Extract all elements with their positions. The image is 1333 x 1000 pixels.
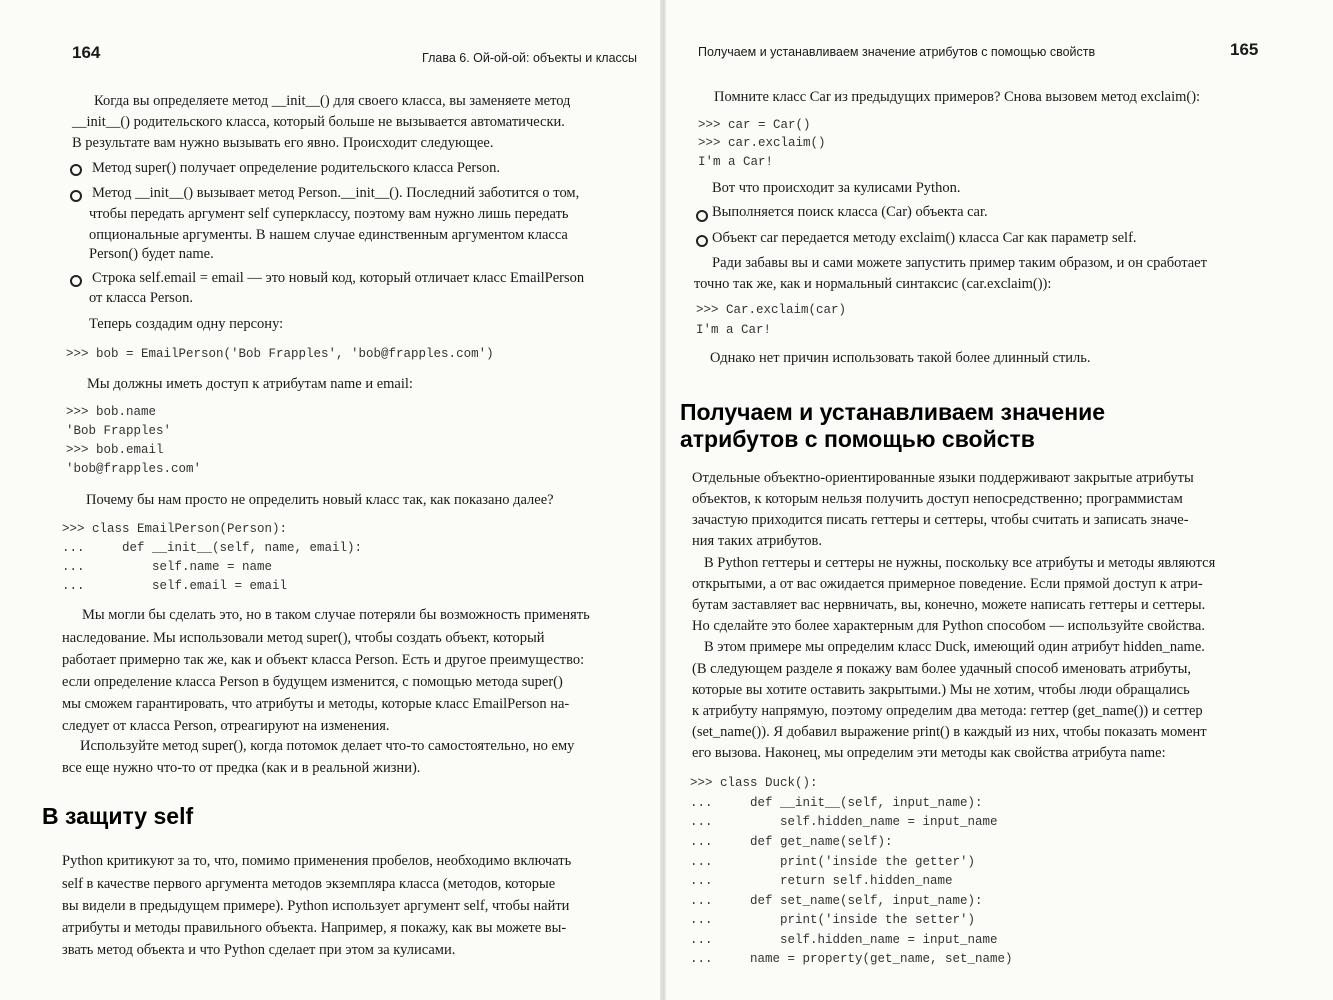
section-heading: атрибутов с помощью свойств xyxy=(680,426,1035,452)
section-heading: В защиту self xyxy=(42,803,194,829)
text-line: от класса Person. xyxy=(89,290,193,306)
running-head-right: Получаем и устанавливаем значение атрибутов с помощью свойств xyxy=(698,45,1096,59)
bullet-icon xyxy=(696,210,708,222)
running-head-left: Глава 6. Ой-ой-ой: объекты и классы xyxy=(422,51,638,65)
code-line: 'bob@frapples.com' xyxy=(66,462,202,476)
code-line: ... self.hidden_name = input_name xyxy=(690,815,998,829)
text-line: мы сможем гарантировать, что атрибуты и методы, которые класс EmailPerson на- xyxy=(62,696,570,712)
text-line: если определение класса Person в будущем изменится, с помощью метода super() xyxy=(62,674,563,690)
list-item: Строка self.email = email — это новый код, который отличает класс EmailPerson xyxy=(92,270,585,286)
text-line: Мы могли бы сделать это, но в таком случае потеряли бы возможность применять xyxy=(82,607,590,623)
text-line: звать метод объекта и что Python сделает при этом за кулисами. xyxy=(62,942,456,958)
code-line: ... def __init__(self, name, email): xyxy=(62,541,363,555)
code-line: >>> class Duck(): xyxy=(690,776,818,790)
text-line: которые вы хотите оставить закрытыми.) Мы не хотим, чтобы люди обращались xyxy=(692,682,1190,698)
text-line: (set_name()). Я добавил выражение print() в каждый из них, чтобы показать момент xyxy=(692,724,1207,740)
text-line: Python критикуют за то, что, помимо применения пробелов, необходимо включать xyxy=(62,853,572,869)
text-line: объектов, к которым нельзя получить доступ непосредственно; программистам xyxy=(692,491,1183,507)
text-line: Вот что происходит за кулисами Python. xyxy=(712,180,961,196)
list-item: Метод __init__() вызывает метод Person.__init__(). Последний заботится о том, xyxy=(92,185,580,201)
text-line: Однако нет причин использовать такой более длинный стиль. xyxy=(710,350,1091,366)
text-line: Мы должны иметь доступ к атрибутам name и email: xyxy=(87,376,413,392)
code-line: >>> Car.exclaim(car) xyxy=(696,303,847,317)
text-line: вы видели в предыдущем примере). Python использует аргумент self, чтобы найти xyxy=(62,898,570,914)
text-line: __init__() родительского класса, который больше не вызывается автоматически. xyxy=(72,114,565,130)
text-line: чтобы передать аргумент self суперклассу, поэтому вам нужно лишь передать xyxy=(89,206,569,222)
list-item: Метод super() получает определение родительского класса Person. xyxy=(92,160,501,176)
text-line: к атрибуту напрямую, поэтому определим два метода: геттер (get_name()) и сеттер xyxy=(692,703,1203,719)
text-line: зачастую приходится писать геттеры и сеттеры, чтобы считать и записать значе- xyxy=(692,512,1189,528)
text-line: Используйте метод super(), когда потомок делает что-то самостоятельно, но ему xyxy=(80,738,575,754)
text-line: Почему бы нам просто не определить новый класс так, как показано далее? xyxy=(86,492,554,508)
text-line: Теперь создадим одну персону: xyxy=(89,316,284,332)
text-line: Помните класс Car из предыдущих примеров? Снова вызовем метод exclaim(): xyxy=(714,89,1201,105)
page-number-left: 164 xyxy=(72,43,101,62)
code-line: ... def get_name(self): xyxy=(690,835,893,849)
text-line: бутам заставляет вас нервничать, вы, конечно, можете написать геттеры и сеттеры. xyxy=(692,597,1206,613)
list-item: Выполняется поиск класса (Car) объекта car. xyxy=(712,204,988,220)
page-number-right: 165 xyxy=(1230,40,1259,59)
text-line: работает примерно так же, как и объект класса Person. Есть и другое преимущество: xyxy=(62,652,585,668)
code-line: >>> bob.email xyxy=(66,443,164,457)
code-line: ... name = property(get_name, set_name) xyxy=(690,952,1013,966)
text-line: В этом примере мы определим класс Duck, имеющий один атрибут hidden_name. xyxy=(704,639,1205,655)
code-line: >>> class EmailPerson(Person): xyxy=(62,522,288,536)
left-page xyxy=(0,0,662,1000)
code-line: >>> car.exclaim() xyxy=(698,136,826,150)
text-line: все еще нужно что-то от предка (как и в реальной жизни). xyxy=(62,760,421,776)
text-line: В результате вам нужно вызывать его явно. Происходит следующее. xyxy=(72,135,494,151)
code-line: ... print('inside the getter') xyxy=(690,855,976,869)
text-line: опциональные аргументы. В нашем случае единственным аргументом класса xyxy=(89,227,568,243)
text-line: (В следующем разделе я покажу вам более удачный способ именовать атрибуты, xyxy=(692,661,1191,677)
text-line: его вызова. Наконец, мы определим эти методы как свойства атрибута name: xyxy=(692,745,1166,761)
bullet-icon xyxy=(70,275,82,287)
code-line: >>> bob.name xyxy=(66,405,157,419)
text-line: Но сделайте это более характерным для Python способом — используйте свойства. xyxy=(692,618,1205,634)
code-line: ... self.hidden_name = input_name xyxy=(690,933,998,947)
code-line: ... self.name = name xyxy=(62,560,273,574)
code-line: >>> car = Car() xyxy=(698,118,811,132)
bullet-icon xyxy=(70,190,82,202)
code-line: I'm a Car! xyxy=(698,155,774,169)
text-line: атрибуты и методы правильного объекта. Например, я покажу, как вы можете вы- xyxy=(62,920,567,936)
code-line: >>> bob = EmailPerson('Bob Frapples', 'bob@frapples.com') xyxy=(66,347,494,361)
text-line: Person() будет name. xyxy=(89,246,214,262)
text-line: self в качестве первого аргумента методов экземпляра класса (методов, которые xyxy=(62,876,556,892)
code-line: ... self.email = email xyxy=(62,579,288,593)
text-line: открытыми, а от вас ожидается примерное поведение. Если прямой доступ к атри- xyxy=(692,576,1203,592)
text-line: Ради забавы вы и сами можете запустить пример таким образом, и он сработает xyxy=(712,255,1207,271)
right-page xyxy=(662,0,1333,1000)
text-line: ния таких атрибутов. xyxy=(692,533,822,549)
text-line: Когда вы определяете метод __init__() для своего класса, вы заменяете метод xyxy=(94,93,571,109)
section-heading: Получаем и устанавливаем значение xyxy=(680,399,1106,425)
code-line: I'm a Car! xyxy=(696,323,772,337)
text-line: следует от класса Person, отреагируют на изменения. xyxy=(62,718,390,734)
bullet-icon xyxy=(696,235,708,247)
list-item: Объект car передается методу exclaim() класса Car как параметр self. xyxy=(712,230,1137,246)
text-line: В Python геттеры и сеттеры не нужны, поскольку все атрибуты и методы являются xyxy=(704,555,1216,571)
code-line: ... print('inside the setter') xyxy=(690,913,976,927)
code-line: ... def __init__(self, input_name): xyxy=(690,796,983,810)
text-line: Отдельные объектно-ориентированные языки поддерживают закрытые атрибуты xyxy=(692,470,1194,486)
code-line: 'Bob Frapples' xyxy=(66,424,172,438)
bullet-icon xyxy=(70,164,82,176)
text-line: наследование. Мы использовали метод super(), чтобы создать объект, который xyxy=(62,630,545,646)
text-line: точно так же, как и нормальный синтаксис (car.exclaim()): xyxy=(694,276,1052,292)
code-line: ... def set_name(self, input_name): xyxy=(690,894,983,908)
code-line: ... return self.hidden_name xyxy=(690,874,953,888)
